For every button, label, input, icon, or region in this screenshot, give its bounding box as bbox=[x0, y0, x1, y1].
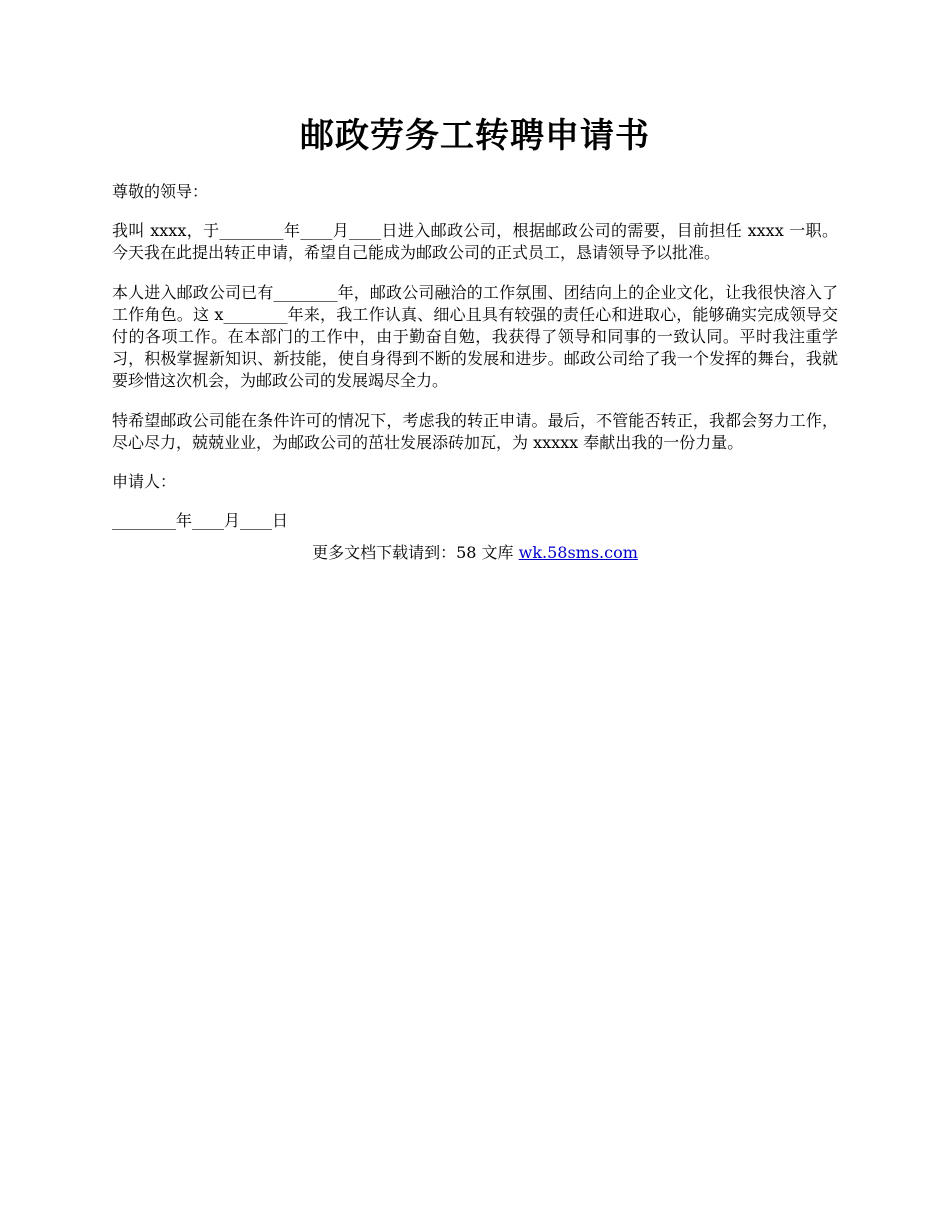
body-paragraph-3: 特希望邮政公司能在条件许可的情况下，考虑我的转正申请。最后，不管能否转正，我都会努力工作，尽心尽力，兢兢业业，为邮政公司的茁壮发展添砖加瓦，为 xxxxx 奉献出我的一份力量。 bbox=[112, 411, 838, 452]
document-title: 邮政劳务工转聘申请书 bbox=[300, 116, 650, 156]
footer-link[interactable]: wk.58sms.com bbox=[518, 543, 638, 562]
salutation: 尊敬的领导： bbox=[112, 182, 209, 201]
footer-text: 更多文档下载请到：58 文库 bbox=[312, 543, 519, 562]
footer bbox=[112, 542, 838, 564]
date-line: ________年____月____日 bbox=[112, 511, 289, 530]
body-paragraph-1: 我叫 xxxx，于________年____月____日进入邮政公司，根据邮政公司的需要，目前担任 xxxx 一职。今天我在此提出转正申请，希望自己能成为邮政公司的正式员工，恳请领导予以批准。 bbox=[112, 221, 838, 262]
document-page bbox=[112, 112, 838, 564]
applicant-label: 申请人： bbox=[112, 472, 177, 491]
body-paragraph-2: 本人进入邮政公司已有________年，邮政公司融洽的工作氛围、团结向上的企业文化，让我很快溶入了工作角色。这 x________年来，我工作认真、细心且具有较强的责任心和进取心，能够确实完成领导交付的各项工作。在本部门的工作中，由于勤奋自勉，我获得了领导和同事的一致认同。平时我注重学习，积极掌握新知识、新技能，使自身得到不断的发展和进步。邮政公司给了我一个发挥的舞台，我就要珍惜这次机会，为邮政公司的发展竭尽全力。 bbox=[112, 283, 838, 390]
